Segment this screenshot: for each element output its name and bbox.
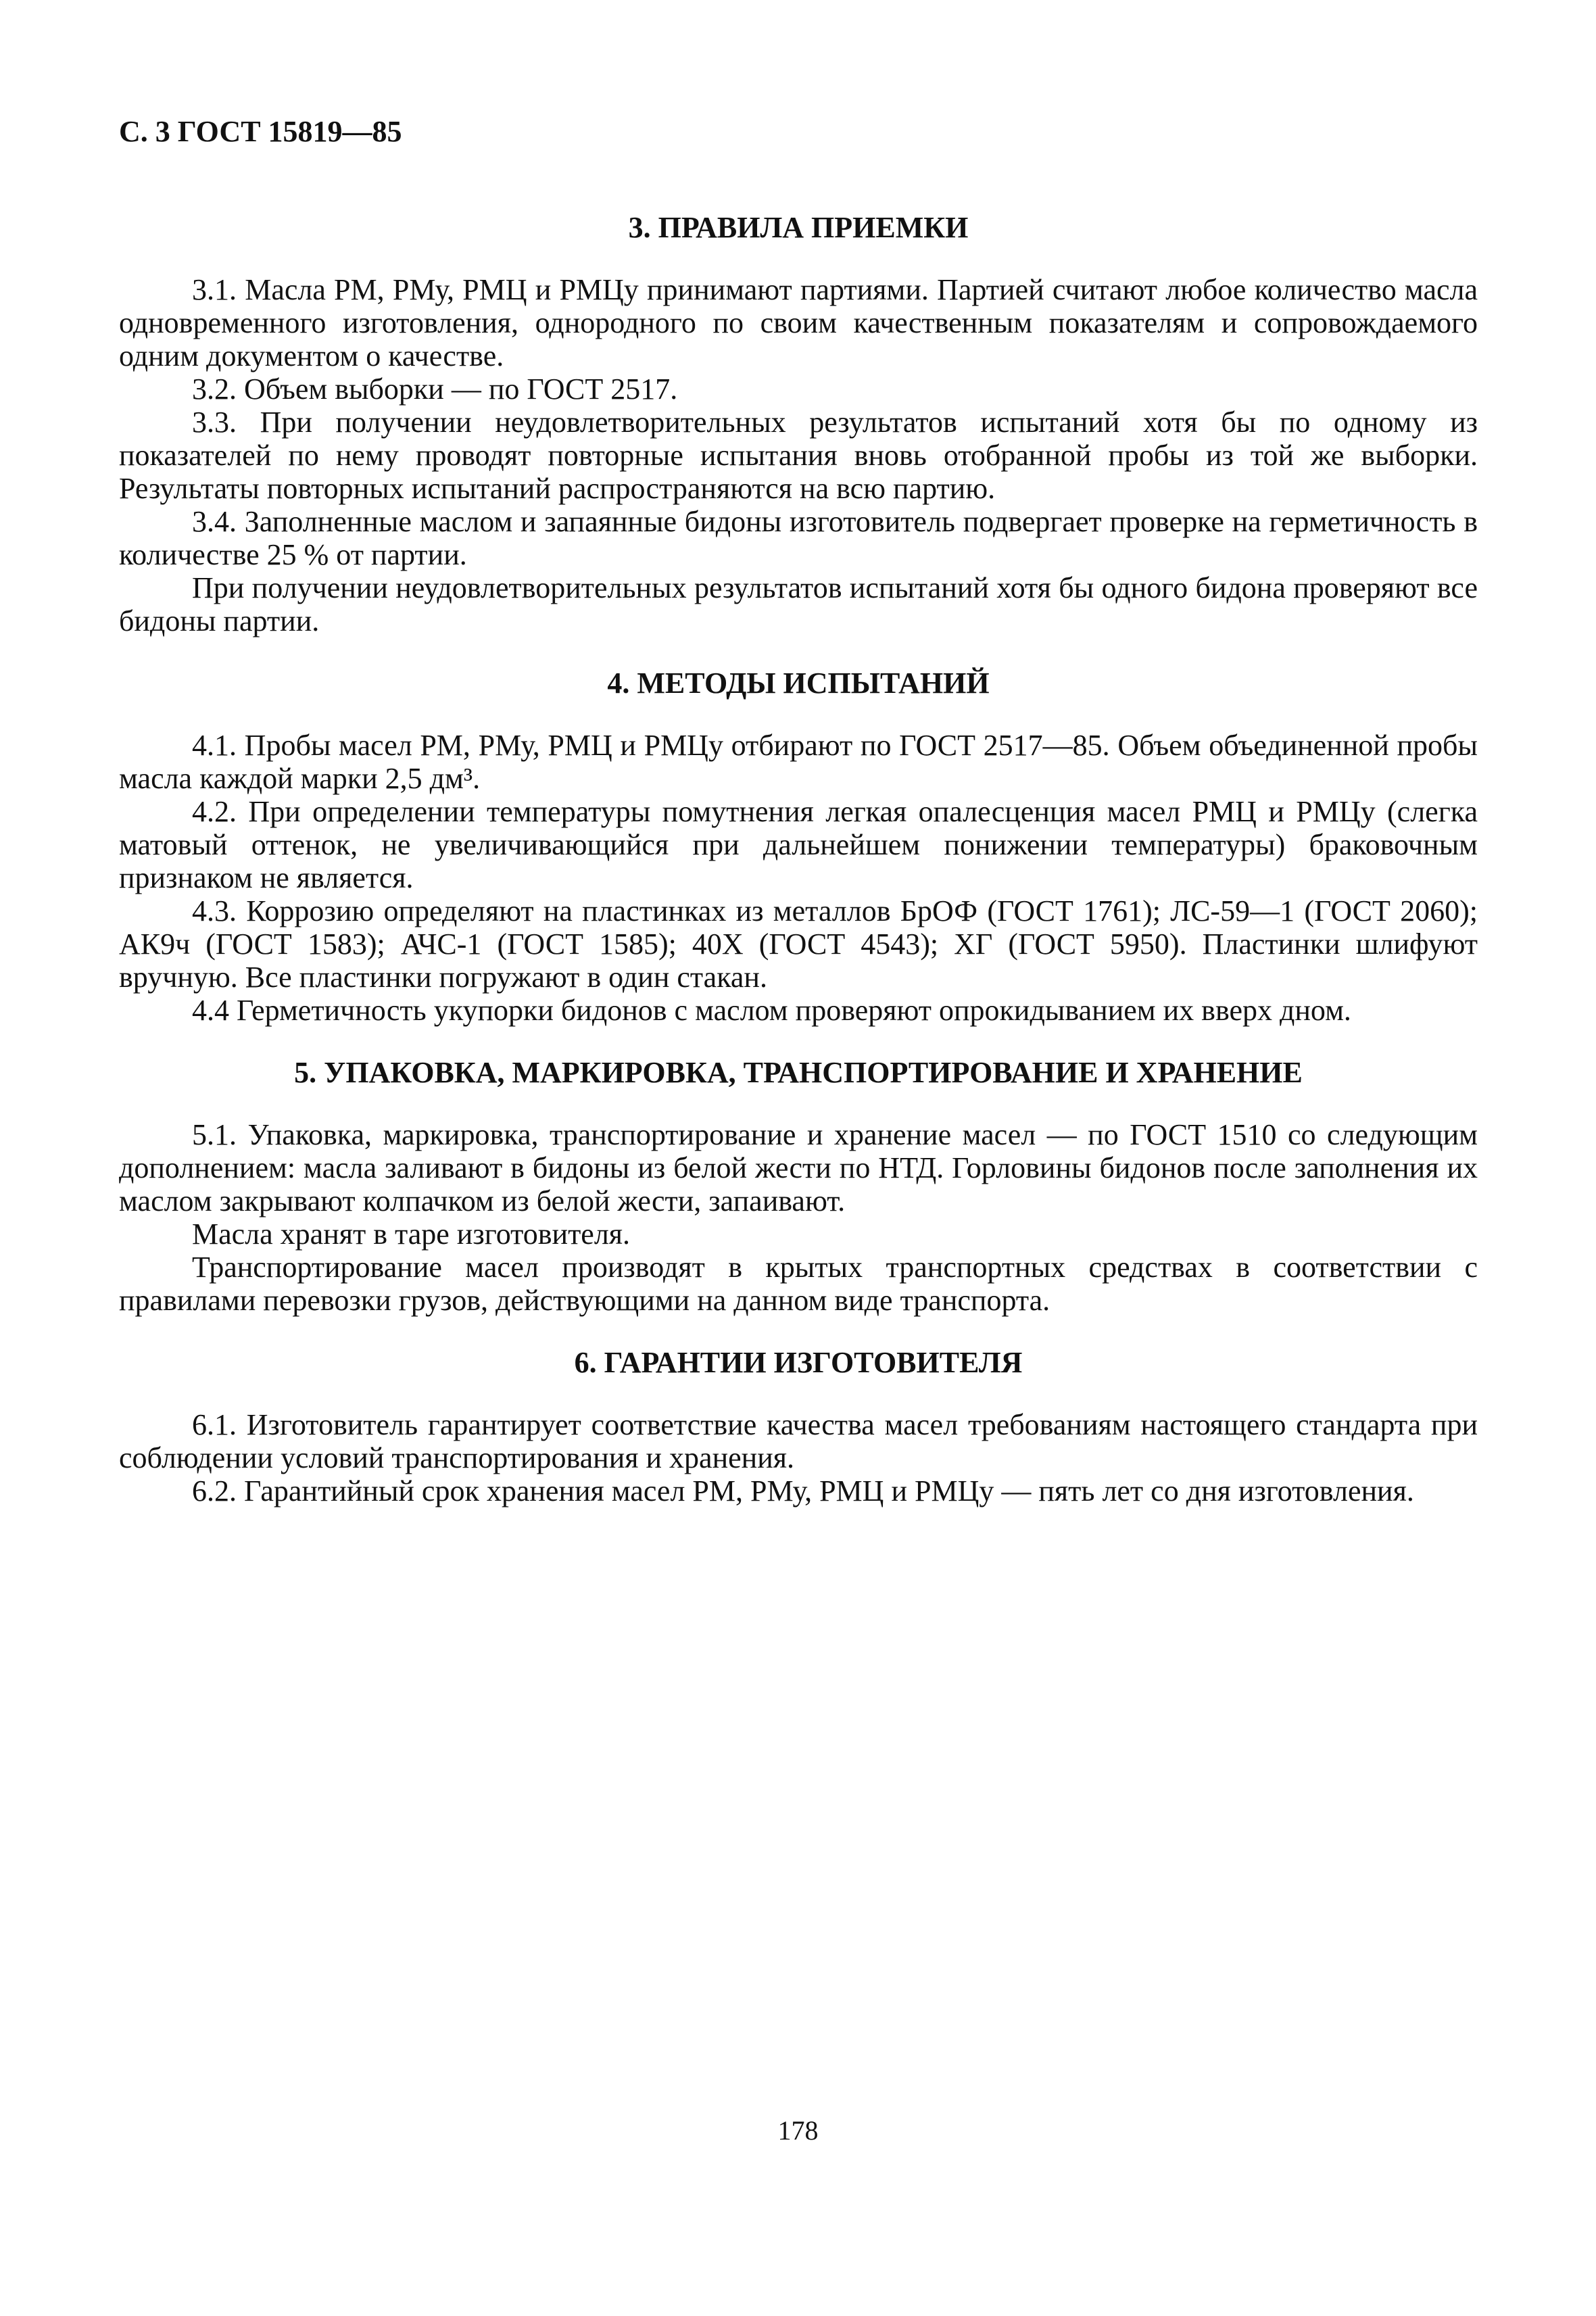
section-test-methods <box>119 667 1478 1027</box>
section-title: 5. УПАКОВКА, МАРКИРОВКА, ТРАНСПОРТИРОВАНИЕ И ХРАНЕНИЕ <box>294 1056 1303 1089</box>
paragraph: 6.2. Гарантийный срок хранения масел РМ, РМу, РМЦ и РМЦу — пять лет со дня изготовления. <box>192 1474 1414 1507</box>
section-title: 6. ГАРАНТИИ ИЗГОТОВИТЕЛЯ <box>574 1346 1023 1379</box>
paragraph: Транспортирование масел производят в крытых транспортных средствах в соответствии с правилами перевозки грузов, действующими на данном виде транспорта. <box>119 1251 1478 1317</box>
paragraph: 6.1. Изготовитель гарантирует соответствие качества масел требованиям настоящего стандарта при соблюдении условий транспортирования и хранения. <box>119 1408 1478 1474</box>
section-title: 3. ПРАВИЛА ПРИЕМКИ <box>628 211 969 244</box>
section-acceptance-rules <box>119 211 1478 637</box>
document-page <box>119 115 1478 1537</box>
section-title: 4. МЕТОДЫ ИСПЫТАНИЙ <box>607 667 990 700</box>
document-header: С. 3 ГОСТ 15819—85 <box>119 115 402 148</box>
paragraph: 3.1. Масла РМ, РМу, РМЦ и РМЦу принимают партиями. Партией считают любое количество масла одновременного изготовления, однородного по своим качественным показателям и сопровождаемого одним документом о качестве. <box>119 273 1478 372</box>
paragraph: 4.2. При определении температуры помутнения легкая опалесценция масел РМЦ и РМЦу (слегка матовый оттенок, не увеличивающийся при дальнейшем понижении температуры) браковочным признаком не является. <box>119 795 1478 894</box>
paragraph: 4.4 Герметичность укупорки бидонов с маслом проверяют опрокидыванием их вверх дном. <box>192 994 1351 1027</box>
paragraph: Масла хранят в таре изготовителя. <box>192 1217 631 1251</box>
paragraph: 4.3. Коррозию определяют на пластинках из металлов БрОФ (ГОСТ 1761); ЛС-59—1 (ГОСТ 2060); АК9ч (ГОСТ 1583); АЧС-1 (ГОСТ 1585); 40Х (ГОСТ 4543); ХГ (ГОСТ 5950). Пластинки шлифуют вручную. Все пластинки погружают в один стакан. <box>119 894 1478 994</box>
paragraph: 5.1. Упаковка, маркировка, транспортирование и хранение масел — по ГОСТ 1510 со следующим дополнением: масла заливают в бидоны из белой жести по НТД. Горловины бидонов после заполнения их маслом закрывают колпачком из белой жести, запаивают. <box>119 1118 1478 1217</box>
section-manufacturer-guarantee <box>119 1346 1478 1507</box>
paragraph: 3.2. Объем выборки — по ГОСТ 2517. <box>192 372 678 406</box>
page-number: 178 <box>777 2115 819 2146</box>
paragraph: 3.4. Заполненные маслом и запаянные бидоны изготовитель подвергает проверке на герметичность в количестве 25 % от партии. <box>119 505 1478 571</box>
paragraph: 3.3. При получении неудовлетворительных результатов испытаний хотя бы по одному из показателей по нему проводят повторные испытания вновь отобранной пробы из той же выборки. Результаты повторных испытаний распространяются на всю партию. <box>119 406 1478 505</box>
paragraph: При получении неудовлетворительных результатов испытаний хотя бы одного бидона проверяют все бидоны партии. <box>119 571 1478 637</box>
section-packaging-storage <box>119 1056 1478 1317</box>
paragraph: 4.1. Пробы масел РМ, РМу, РМЦ и РМЦу отбирают по ГОСТ 2517—85. Объем объединенной пробы масла каждой марки 2,5 дм³. <box>119 729 1478 795</box>
